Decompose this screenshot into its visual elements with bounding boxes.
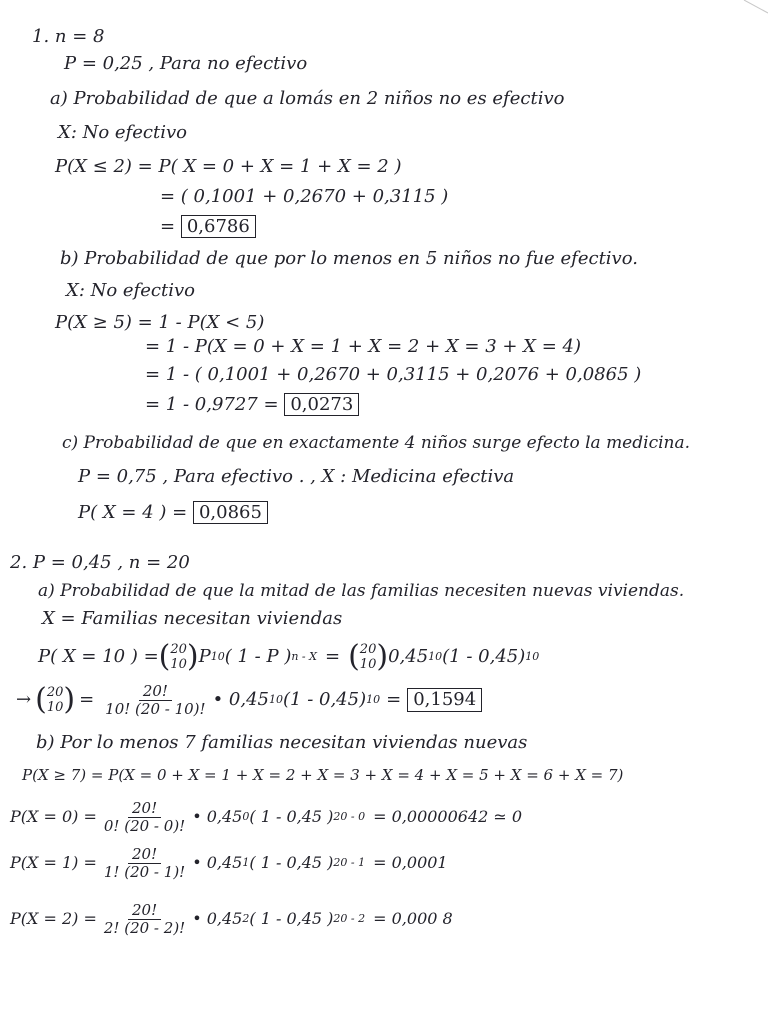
exponent: 10 bbox=[428, 650, 443, 663]
row-left: P(X = 0) = bbox=[10, 807, 97, 826]
row-right: = 0,00000642 ≃ 0 bbox=[373, 807, 523, 826]
exponent: 10 bbox=[525, 650, 540, 663]
problem2-b-equation-1: P(X ≥ 7) = P(X = 0 + X = 1 + X = 2 + X = 3 + X = 4 + X = 5 + X = 6 + X = 7) bbox=[22, 766, 624, 784]
problem1-b-result-box: 0,0273 bbox=[284, 393, 359, 416]
close-paren: ) bbox=[376, 639, 389, 674]
fraction-denominator: 0! (20 - 0)! bbox=[103, 816, 186, 835]
problem2-a-eq1-right: 0,45 bbox=[388, 646, 429, 667]
problem2-b-row-1 bbox=[10, 840, 448, 886]
problem1-c-equation-1 bbox=[78, 502, 268, 524]
close-paren: ) bbox=[186, 639, 199, 674]
fraction-numerator: 20! bbox=[128, 902, 161, 920]
exponent: 1 bbox=[242, 856, 250, 869]
exponent: 20 - 1 bbox=[333, 856, 366, 869]
problem2-header: 2. P = 0,45 , n = 20 bbox=[10, 552, 190, 573]
open-paren: ( bbox=[348, 639, 360, 674]
binom-top: 20 bbox=[359, 642, 377, 657]
problem2-b-title: b) Por lo menos 7 familias necesitan viviendas nuevas bbox=[36, 732, 528, 753]
problem2-a-eq1-p: P bbox=[198, 646, 211, 667]
factorial-fraction bbox=[100, 800, 189, 835]
problem2-a-equation-2 bbox=[16, 680, 482, 720]
exponent: 10 bbox=[269, 693, 283, 706]
fraction-numerator: 20! bbox=[139, 683, 172, 701]
exponent: n - X bbox=[291, 650, 317, 663]
binomial-coefficient bbox=[348, 639, 389, 674]
binom-bottom: 10 bbox=[359, 657, 377, 672]
problem1-b-equation-3: = 1 - ( 0,1001 + 0,2670 + 0,3115 + 0,2076 + 0,0865 ) bbox=[145, 364, 642, 385]
problem1-b-equation-1: P(X ≥ 5) = 1 - P(X < 5) bbox=[55, 312, 265, 333]
row-right: = 0,000 8 bbox=[373, 909, 453, 928]
fraction-denominator: 2! (20 - 2)! bbox=[103, 918, 186, 937]
fraction-numerator: 20! bbox=[128, 800, 161, 818]
fraction-numerator: 20! bbox=[128, 846, 161, 864]
fraction-denominator: 1! (20 - 1)! bbox=[103, 862, 186, 881]
row-mid2: ( 1 - 0,45 ) bbox=[249, 853, 334, 872]
row-mid: • 0,45 bbox=[192, 807, 243, 826]
open-paren: ( bbox=[158, 639, 171, 674]
problem1-a-result-box: 0,6786 bbox=[181, 215, 256, 238]
problem1-c-equation-text: P( X = 4 ) = bbox=[78, 502, 188, 523]
problem2-a-variable: X = Familias necesitan viviendas bbox=[42, 608, 343, 629]
close-paren: ) bbox=[63, 682, 76, 717]
binomial-coefficient bbox=[158, 639, 199, 674]
exponent: 10 bbox=[210, 650, 225, 663]
factorial-fraction bbox=[100, 846, 189, 881]
problem1-c-p-line: P = 0,75 , Para efectivo . , X : Medicina efectiva bbox=[78, 466, 515, 487]
row-mid: • 0,45 bbox=[192, 853, 243, 872]
problem1-n-line: 1. n = 8 bbox=[32, 26, 105, 47]
problem2-a-equation-1 bbox=[38, 640, 539, 674]
row-mid2: ( 1 - 0,45 ) bbox=[249, 807, 334, 826]
exponent: 2 bbox=[242, 912, 250, 925]
problem1-a-equation-3 bbox=[160, 216, 256, 238]
problem2-b-row-0 bbox=[10, 794, 522, 840]
binom-top: 20 bbox=[170, 642, 187, 657]
problem2-b-row-2 bbox=[10, 896, 453, 942]
exponent: 10 bbox=[366, 693, 381, 706]
problem2-a-eq2-mid2: (1 - 0,45) bbox=[283, 689, 367, 710]
row-mid2: ( 1 - 0,45 ) bbox=[249, 909, 334, 928]
problem1-a-title: a) Probabilidad de que a lomás en 2 niños no es efectivo bbox=[50, 88, 565, 109]
problem1-b-equation-2: = 1 - P(X = 0 + X = 1 + X = 2 + X = 3 + X = 4) bbox=[145, 336, 581, 357]
problem2-a-result-box: 0,1594 bbox=[407, 688, 482, 712]
equals-sign: = bbox=[79, 689, 95, 710]
exponent: 20 - 2 bbox=[333, 912, 366, 925]
binomial-coefficient bbox=[35, 682, 76, 717]
equals-sign: = bbox=[160, 216, 176, 237]
problem1-p-line: P = 0,25 , Para no efectivo bbox=[64, 53, 308, 74]
problem2-a-title: a) Probabilidad de que la mitad de las familias necesiten nuevas viviendas. bbox=[38, 581, 685, 601]
problem2-a-eq1-complement: ( 1 - P ) bbox=[224, 646, 292, 667]
row-right: = 0,0001 bbox=[373, 853, 448, 872]
problem1-b-equation-4 bbox=[145, 394, 359, 416]
open-paren: ( bbox=[35, 682, 47, 717]
row-left: P(X = 1) = bbox=[10, 853, 97, 872]
exponent: 0 bbox=[242, 810, 250, 823]
page-corner-fold bbox=[738, 0, 768, 14]
exponent: 20 - 0 bbox=[333, 810, 366, 823]
problem1-c-title: c) Probabilidad de que en exactamente 4 niños surge efecto la medicina. bbox=[62, 433, 691, 453]
fraction-denominator: 10! (20 - 10)! bbox=[105, 699, 206, 718]
equals-sign: = bbox=[386, 689, 402, 710]
binom-top: 20 bbox=[46, 685, 64, 700]
factorial-fraction bbox=[100, 902, 189, 937]
problem1-b-variable: X: No efectivo bbox=[66, 280, 195, 301]
problem1-b-equation-4-text: = 1 - 0,9727 = bbox=[145, 394, 279, 415]
problem2-a-eq2-mid: • 0,45 bbox=[212, 689, 269, 710]
row-mid: • 0,45 bbox=[192, 909, 243, 928]
row-left: P(X = 2) = bbox=[10, 909, 97, 928]
factorial-fraction bbox=[101, 683, 209, 718]
binom-bottom: 10 bbox=[46, 700, 64, 715]
problem2-a-eq1-right2: (1 - 0,45) bbox=[442, 646, 526, 667]
equals-sign: = bbox=[324, 646, 341, 667]
problem1-b-title: b) Probabilidad de que por lo menos en 5 niños no fue efectivo. bbox=[60, 248, 638, 269]
arrow-icon: → bbox=[16, 689, 32, 710]
problem2-a-eq1-left: P( X = 10 ) = bbox=[38, 646, 159, 667]
problem1-c-result-box: 0,0865 bbox=[193, 501, 268, 524]
problem1-a-variable: X: No efectivo bbox=[58, 122, 187, 143]
binom-bottom: 10 bbox=[170, 657, 187, 672]
problem1-a-equation-2: = ( 0,1001 + 0,2670 + 0,3115 ) bbox=[160, 186, 449, 207]
problem1-a-equation-1: P(X ≤ 2) = P( X = 0 + X = 1 + X = 2 ) bbox=[55, 156, 402, 177]
